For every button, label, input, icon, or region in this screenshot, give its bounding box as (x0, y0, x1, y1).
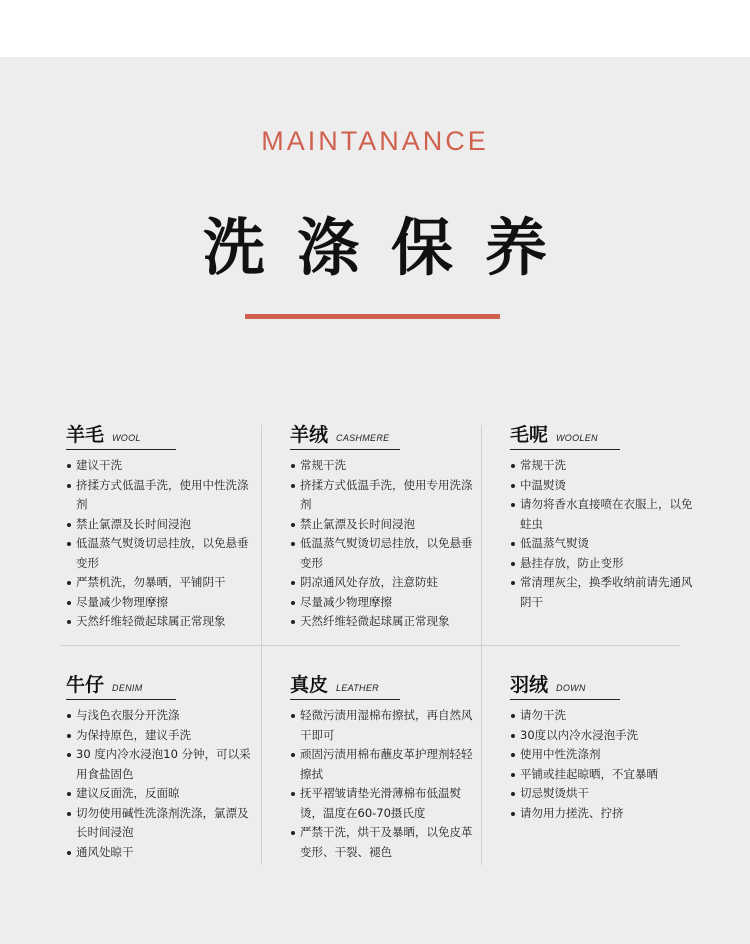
list-item: 低温蒸气熨烫 (510, 534, 700, 554)
card-title: 羊毛 (66, 424, 105, 446)
care-card-cashmere (290, 420, 480, 632)
card-subtitle: DOWN (556, 683, 586, 693)
list-item: 挤揉方式低温手洗，使用专用洗涤剂 (290, 476, 480, 515)
list-item: 请勿将香水直接喷在衣服上，以免蛀虫 (510, 495, 700, 534)
list-item: 切勿使用碱性洗涤剂洗涤，氯漂及长时间浸泡 (66, 804, 256, 843)
list-item: 禁止氯漂及长时间浸泡 (66, 515, 256, 535)
card-underline (510, 699, 620, 700)
section-eyebrow: MAINTANANCE (261, 126, 489, 156)
card-title: 牛仔 (66, 674, 105, 696)
list-item: 为保持原色，建议手洗 (66, 726, 256, 746)
card-underline (290, 449, 400, 450)
list-item: 使用中性洗涤剂 (510, 745, 700, 765)
care-list (510, 456, 700, 612)
card-subtitle: WOOLEN (556, 433, 598, 443)
list-item: 低温蒸气熨烫切忌挂放，以免悬垂变形 (290, 534, 480, 573)
list-item: 尽量减少物理摩擦 (66, 593, 256, 613)
list-item: 建议干洗 (66, 456, 256, 476)
care-card-denim (66, 670, 256, 862)
list-item: 切忌熨烫烘干 (510, 784, 700, 804)
list-item: 低温蒸气熨烫切忌挂放，以免悬垂变形 (66, 534, 256, 573)
card-title: 羊绒 (290, 424, 329, 446)
list-item: 挤揉方式低温手洗，使用中性洗涤剂 (66, 476, 256, 515)
card-title: 真皮 (290, 674, 329, 696)
list-item: 30度以内冷水浸泡手洗 (510, 726, 700, 746)
care-list (290, 706, 480, 862)
list-item: 通风处晾干 (66, 843, 256, 863)
list-item: 阴凉通风处存放，注意防蛀 (290, 573, 480, 593)
list-item: 常规干洗 (290, 456, 480, 476)
care-list (66, 706, 256, 862)
list-item: 中温熨烫 (510, 476, 700, 496)
care-list (510, 706, 700, 823)
list-item: 与浅色衣服分开洗涤 (66, 706, 256, 726)
list-item: 天然纤维轻微起球属正常现象 (66, 612, 256, 632)
card-underline (510, 449, 620, 450)
care-list (290, 456, 480, 632)
card-underline (66, 449, 176, 450)
list-item: 请勿干洗 (510, 706, 700, 726)
list-item: 天然纤维轻微起球属正常现象 (290, 612, 480, 632)
card-subtitle: CASHMERE (336, 433, 390, 443)
list-item: 严禁干洗，烘干及暴晒，以免皮革变形、干裂、褪色 (290, 823, 480, 862)
list-item: 严禁机洗，勿暴晒，平铺阴干 (66, 573, 256, 593)
list-item: 平铺或挂起晾晒，不宜暴晒 (510, 765, 700, 785)
card-title: 羽绒 (510, 674, 549, 696)
list-item: 常规干洗 (510, 456, 700, 476)
list-item: 请勿用力搓洗、拧挤 (510, 804, 700, 824)
care-card-wool (66, 420, 256, 632)
card-subtitle: LEATHER (336, 683, 379, 693)
card-underline (290, 699, 400, 700)
page-title: 洗涤保养 (202, 211, 579, 284)
card-underline (66, 699, 176, 700)
card-subtitle: DENIM (112, 683, 143, 693)
row-divider (60, 645, 680, 646)
card-title: 毛呢 (510, 424, 549, 446)
list-item: 轻微污渍用湿棉布擦拭，再自然风干即可 (290, 706, 480, 745)
list-item: 悬挂存放，防止变形 (510, 554, 700, 574)
care-card-woolen (510, 420, 700, 612)
list-item: 尽量减少物理摩擦 (290, 593, 480, 613)
list-item: 常清理灰尘，换季收纳前请先通风阴干 (510, 573, 700, 612)
list-item: 抚平褶皱请垫光滑薄棉布低温熨烫，温度在60-70摄氏度 (290, 784, 480, 823)
list-item: 30 度内冷水浸泡10 分钟，可以采用食盐固色 (66, 745, 256, 784)
list-item: 顽固污渍用棉布蘸皮革护理剂轻轻擦拭 (290, 745, 480, 784)
list-item: 建议反面洗，反面晾 (66, 784, 256, 804)
list-item: 禁止氯漂及长时间浸泡 (290, 515, 480, 535)
care-card-down (510, 670, 700, 823)
title-underline (245, 314, 500, 319)
card-subtitle: WOOL (112, 433, 141, 443)
care-card-leather (290, 670, 480, 862)
care-list (66, 456, 256, 632)
